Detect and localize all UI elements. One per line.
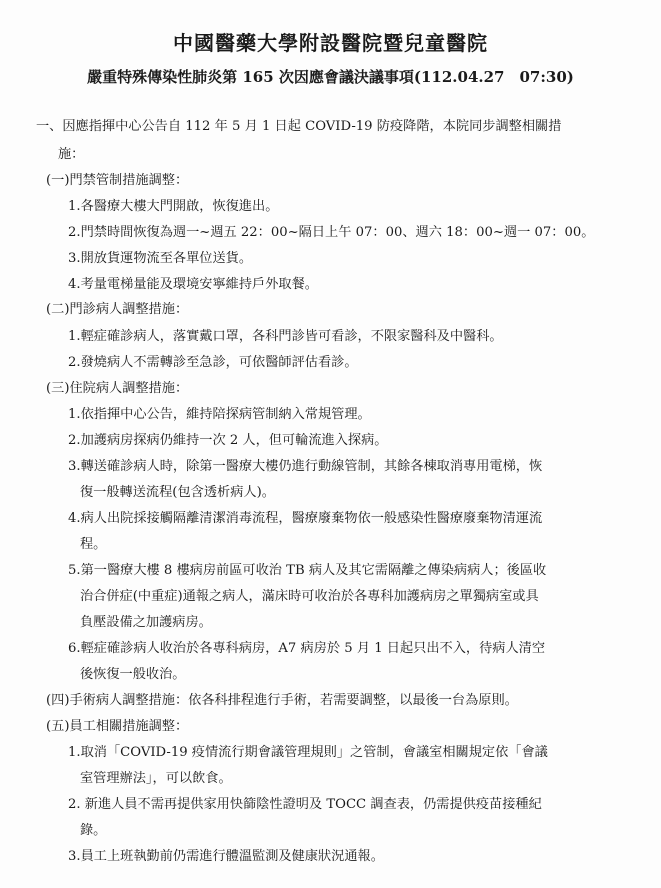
document-title: 中國醫藥大學附設醫院暨兒童醫院 — [173, 31, 488, 55]
list-item: 2.發燒病人不需轉診至急診，可依醫師評估看診。 — [68, 355, 358, 370]
list-item: 1.輕症確診病人，落實戴口罩，各科門診皆可看診，不限家醫科及中醫科。 — [68, 329, 503, 344]
list-item-continuation: 復一般轉送流程(包含透析病人)。 — [80, 485, 275, 500]
list-item-continuation: 室管理辦法」，可以飲食。 — [80, 771, 232, 786]
list-item: 3.員工上班執勤前仍需進行體溫監測及健康狀況通報。 — [68, 849, 384, 864]
list-item: 3.開放貨運物流至各單位送貨。 — [68, 251, 253, 266]
section-heading: (二)門診病人調整措施： — [46, 302, 189, 317]
intro-line: 一、因應指揮中心公告自 112 年 5 月 1 日起 COVID-19 防疫降階，本院同步調整相關措 — [36, 119, 562, 134]
list-item: 1.各醫療大樓大門開啟，恢復進出。 — [68, 199, 279, 214]
list-item: 3.轉送確診病人時，除第一醫療大樓仍進行動線管制，其餘各棟取消專用電梯，恢 — [68, 459, 543, 474]
list-item-continuation: 負壓設備之加護病房。 — [80, 615, 212, 630]
list-item: 6.輕症確診病人收治於各專科病房，A7 病房於 5 月 1 日起只出不入，待病人清空 — [68, 641, 546, 656]
list-item: 1.取消「COVID-19 疫情流行期會議管理規則」之管制，會議室相關規定依「會議 — [68, 745, 548, 760]
list-item: 2. 新進人員不需再提供家用快篩陰性證明及 TOCC 調查表，仍需提供疫苗接種紀 — [68, 797, 542, 812]
list-item: 2.門禁時間恢復為週一~週五 22：00~隔日上午 07：00、週六 18：00~週一 07：00。 — [68, 225, 595, 240]
section-heading: (四)手術病人調整措施：依各科排程進行手術，若需要調整，以最後一台為原則。 — [46, 693, 518, 708]
list-item-continuation: 錄。 — [80, 823, 107, 838]
list-item: 4.病人出院採接觸隔離清潔消毒流程，醫療廢棄物依一般感染性醫療廢棄物清運流 — [68, 511, 543, 526]
list-item-continuation: 治合併症(中重症)通報之病人，滿床時可收治於各專科加護病房之單獨病室或具 — [80, 589, 539, 604]
list-item: 5.第一醫療大樓 8 樓病房前區可收治 TB 病人及其它需隔離之傳染病病人；後區收 — [68, 563, 547, 578]
document-subtitle: 嚴重特殊傳染性肺炎第 165 次因應會議決議事項(112.04.27 07:30) — [87, 68, 574, 86]
section-heading: (一)門禁管制措施調整： — [46, 173, 189, 188]
list-item-continuation: 程。 — [80, 537, 107, 552]
section-heading: (三)住院病人調整措施： — [46, 381, 189, 396]
list-item: 4.考量電梯量能及環境安寧維持戶外取餐。 — [68, 277, 318, 292]
section-heading: (五)員工相關措施調整： — [46, 719, 189, 734]
list-item: 1.依指揮中心公告，維持陪探病管制納入常規管理。 — [68, 407, 371, 422]
list-item: 2.加護病房探病仍維持一次 2 人，但可輪流進入探病。 — [68, 433, 388, 448]
intro-line: 施： — [58, 147, 85, 162]
list-item-continuation: 後恢復一般收治。 — [80, 667, 186, 682]
